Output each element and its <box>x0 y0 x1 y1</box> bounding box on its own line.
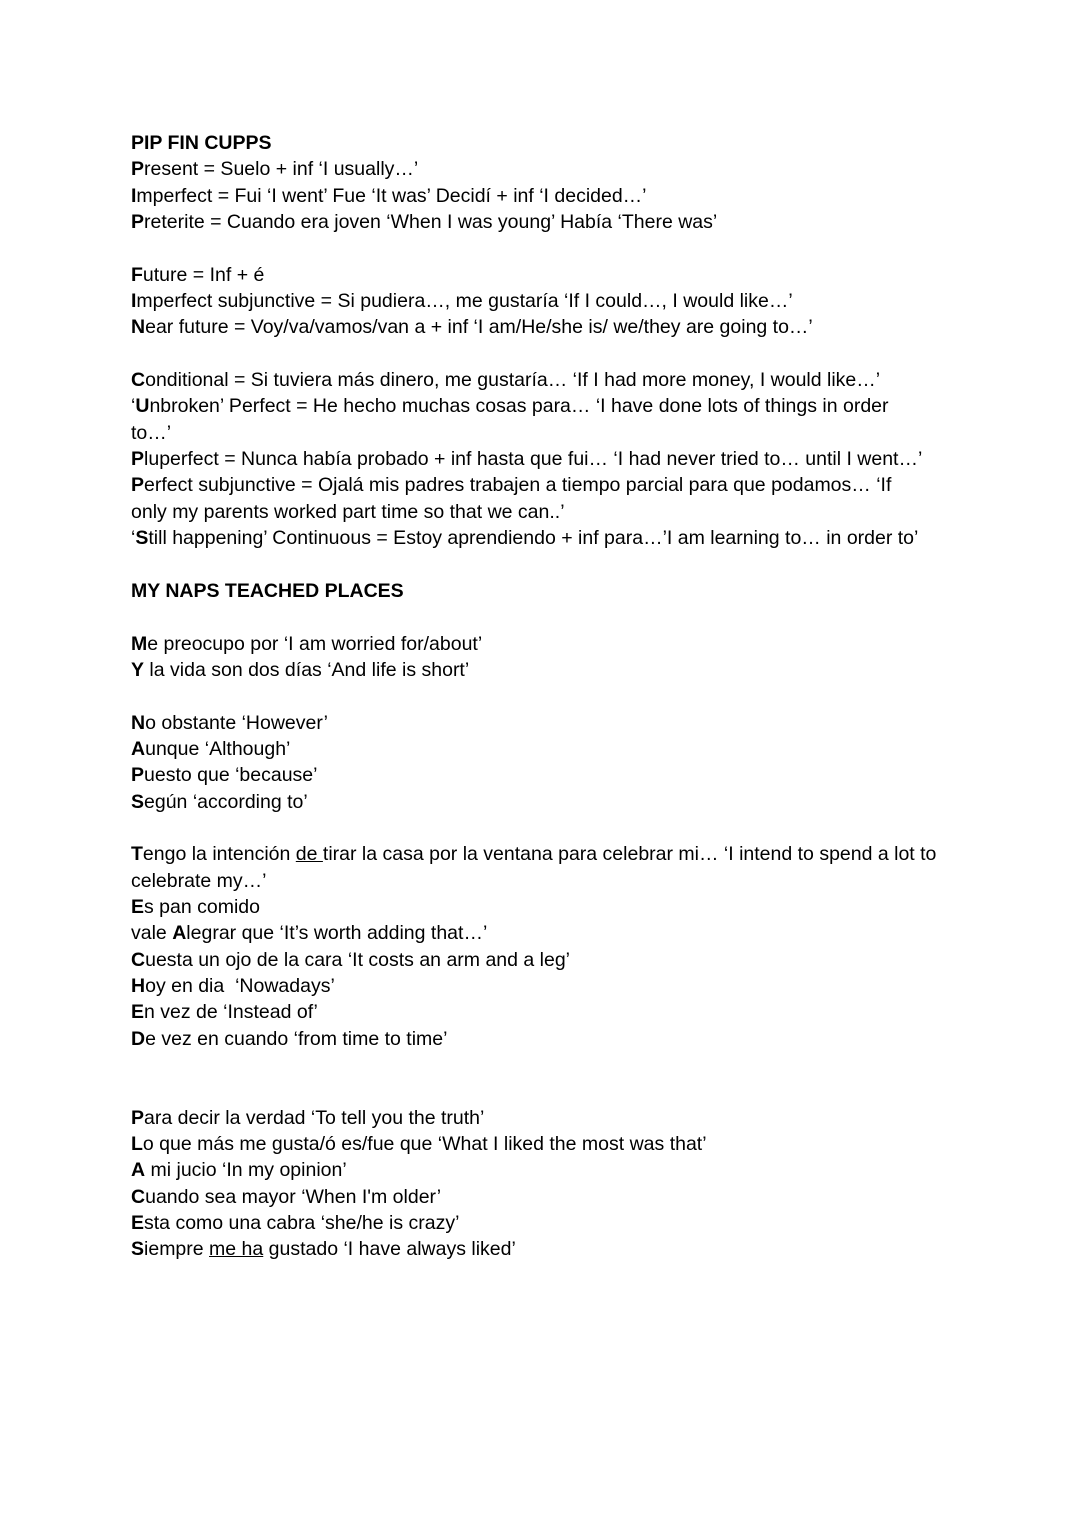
line-text: mi jucio ‘In my opinion’ <box>145 1159 347 1182</box>
initial-letter: P <box>131 764 145 787</box>
tense-line-near-future <box>131 314 1031 340</box>
tense-line-pluperfect <box>131 446 1031 472</box>
line-text: reterite = Cuando era joven ‘When I was young’ Había ‘There was’ <box>144 211 718 234</box>
tense-line-imperfect-subjunctive <box>131 288 1031 314</box>
line-text: sta como una cabra ‘she/he is crazy’ <box>144 1212 460 1235</box>
initial-letter: N <box>131 316 146 339</box>
section-heading-pip-fin-cupps: PIP FIN CUPPS <box>131 132 272 154</box>
phrase-line <box>131 999 1031 1025</box>
initial-letter: S <box>135 527 149 550</box>
line-text: la vida son dos días ‘And life is short’ <box>144 658 470 681</box>
phrase-line <box>131 973 1031 999</box>
initial-letter: M <box>131 632 148 655</box>
initial-letter: A <box>172 922 187 945</box>
initial-letter: P <box>131 1106 145 1129</box>
phrase-line <box>131 657 1031 683</box>
phrase-line <box>131 1157 1031 1183</box>
blank-line <box>131 604 1031 630</box>
phrase-line <box>131 1184 1031 1210</box>
line-text: s pan comido <box>144 895 260 918</box>
underlined-text: me ha <box>209 1238 264 1261</box>
line-text: oy en dia ‘Nowadays’ <box>145 975 335 997</box>
line-text: e preocupo por ‘I am worried for/about’ <box>147 632 483 655</box>
phrase-line-tengo <box>131 841 941 894</box>
initial-letter: C <box>131 1185 146 1208</box>
tense-line-present <box>131 156 1031 182</box>
line-text: uesto que ‘because’ <box>144 764 318 787</box>
phrase-line <box>131 631 1031 657</box>
line-lead: ‘ <box>131 395 136 418</box>
line-text: ear future = Voy/va/vamos/van a + inf ‘I am/He/she is/ we/they are going to…’ <box>145 316 813 339</box>
line-text: legrar que ‘It’s worth adding that…’ <box>186 922 488 945</box>
line-text: gustado ‘I have always liked’ <box>263 1238 516 1261</box>
phrase-line <box>131 894 1031 920</box>
line-lead: ‘ <box>131 527 136 550</box>
initial-letter: E <box>131 1212 145 1235</box>
initial-letter: A <box>131 737 146 760</box>
blank-line <box>131 683 1031 709</box>
line-text: erfect subjunctive = Ojalá mis padres trabajen a tiempo parcial para que podamos… ‘If only my parents worked part time so that we can..’ <box>131 474 892 523</box>
phrase-line <box>131 1105 1031 1131</box>
line-text: uesta un ojo de la cara ‘It costs an arm and a leg’ <box>145 948 571 971</box>
line-text: nbroken’ Perfect = He hecho muchas cosas para… ‘I have done lots of things in order to…’ <box>131 395 889 444</box>
blank-line <box>131 1052 1031 1078</box>
initial-letter: S <box>131 790 145 813</box>
line-text: ara decir la verdad ‘To tell you the truth’ <box>144 1106 485 1129</box>
initial-letter: H <box>131 975 146 997</box>
initial-letter: P <box>131 474 145 497</box>
line-text: iempre <box>144 1238 210 1261</box>
tense-line-perfect-subjunctive <box>131 472 931 525</box>
tense-line-continuous <box>131 525 1031 551</box>
line-text: mperfect = Fui ‘I went’ Fue ‘It was’ Decidí + inf ‘I decided…’ <box>136 184 647 207</box>
initial-letter: T <box>131 843 143 866</box>
tense-line-future <box>131 262 1031 288</box>
blank-line <box>131 815 1031 841</box>
blank-line <box>131 235 1031 261</box>
line-text: unque ‘Although’ <box>145 737 291 760</box>
initial-letter: L <box>131 1133 143 1156</box>
phrase-line <box>131 762 1031 788</box>
line-text: onditional = Si tuviera más dinero, me gustaría… ‘If I had more money, I would like…’ <box>145 369 881 392</box>
initial-letter: I <box>131 184 137 207</box>
phrase-line <box>131 1131 1031 1157</box>
document-page <box>131 130 1031 1263</box>
phrase-line-siempre <box>131 1236 1031 1262</box>
initial-letter: E <box>131 895 145 918</box>
initial-letter: Y <box>131 658 145 681</box>
section-heading-my-naps-teached-places: MY NAPS TEACHED PLACES <box>131 579 404 602</box>
line-text: o obstante ‘However’ <box>145 711 328 734</box>
blank-line <box>131 552 1031 578</box>
blank-line <box>131 341 1031 367</box>
initial-letter: C <box>131 369 146 392</box>
line-text: luperfect = Nunca había probado + inf hasta que fui… ‘I had never tried to… until I went…’ <box>144 448 923 471</box>
phrase-line <box>131 1210 1031 1236</box>
initial-letter: C <box>131 948 146 971</box>
line-text: uando sea mayor ‘When I'm older’ <box>145 1185 442 1208</box>
phrase-line <box>131 1026 1031 1052</box>
initial-letter: P <box>131 158 145 181</box>
line-text: resent = Suelo + inf ‘I usually…’ <box>144 158 419 181</box>
initial-letter: D <box>131 1027 146 1050</box>
initial-letter: A <box>131 1159 146 1182</box>
line-text: vale <box>131 922 173 945</box>
phrase-line <box>131 947 1031 973</box>
phrase-line <box>131 789 1031 815</box>
initial-letter: P <box>131 448 145 471</box>
underlined-text: de <box>295 843 323 866</box>
tense-line-preterite <box>131 209 1031 235</box>
blank-line <box>131 1078 1031 1104</box>
initial-letter: F <box>131 263 143 286</box>
initial-letter: P <box>131 211 145 234</box>
line-text: egún ‘according to’ <box>144 790 308 813</box>
tense-line-unbroken-perfect <box>131 393 911 446</box>
phrase-line <box>131 920 1031 946</box>
initial-letter: I <box>131 290 137 313</box>
line-text: uture = Inf + é <box>142 263 265 286</box>
tense-line-conditional <box>131 367 1031 393</box>
line-text: o que más me gusta/ó es/fue que ‘What I liked the most was that’ <box>142 1133 707 1156</box>
line-text: till happening’ Continuous = Estoy aprendiendo + inf para…’I am learning to… in order to’ <box>148 527 919 550</box>
line-text: n vez de ‘Instead of’ <box>144 1001 318 1024</box>
initial-letter: E <box>131 1001 145 1024</box>
phrase-line <box>131 736 1031 762</box>
line-text: mperfect subjunctive = Si pudiera…, me gustaría ‘If I could…, I would like…’ <box>136 290 793 313</box>
initial-letter: U <box>135 395 150 418</box>
initial-letter: N <box>131 711 146 734</box>
line-text: engo la intención <box>142 843 296 866</box>
line-text: tirar la casa por la ventana para celebrar mi… ‘I intend to spend a lot to celebrate my…’ <box>131 843 937 892</box>
initial-letter: S <box>131 1238 145 1261</box>
phrase-line <box>131 710 1031 736</box>
line-text: e vez en cuando ‘from time to time’ <box>145 1027 448 1050</box>
tense-line-imperfect <box>131 183 1031 209</box>
